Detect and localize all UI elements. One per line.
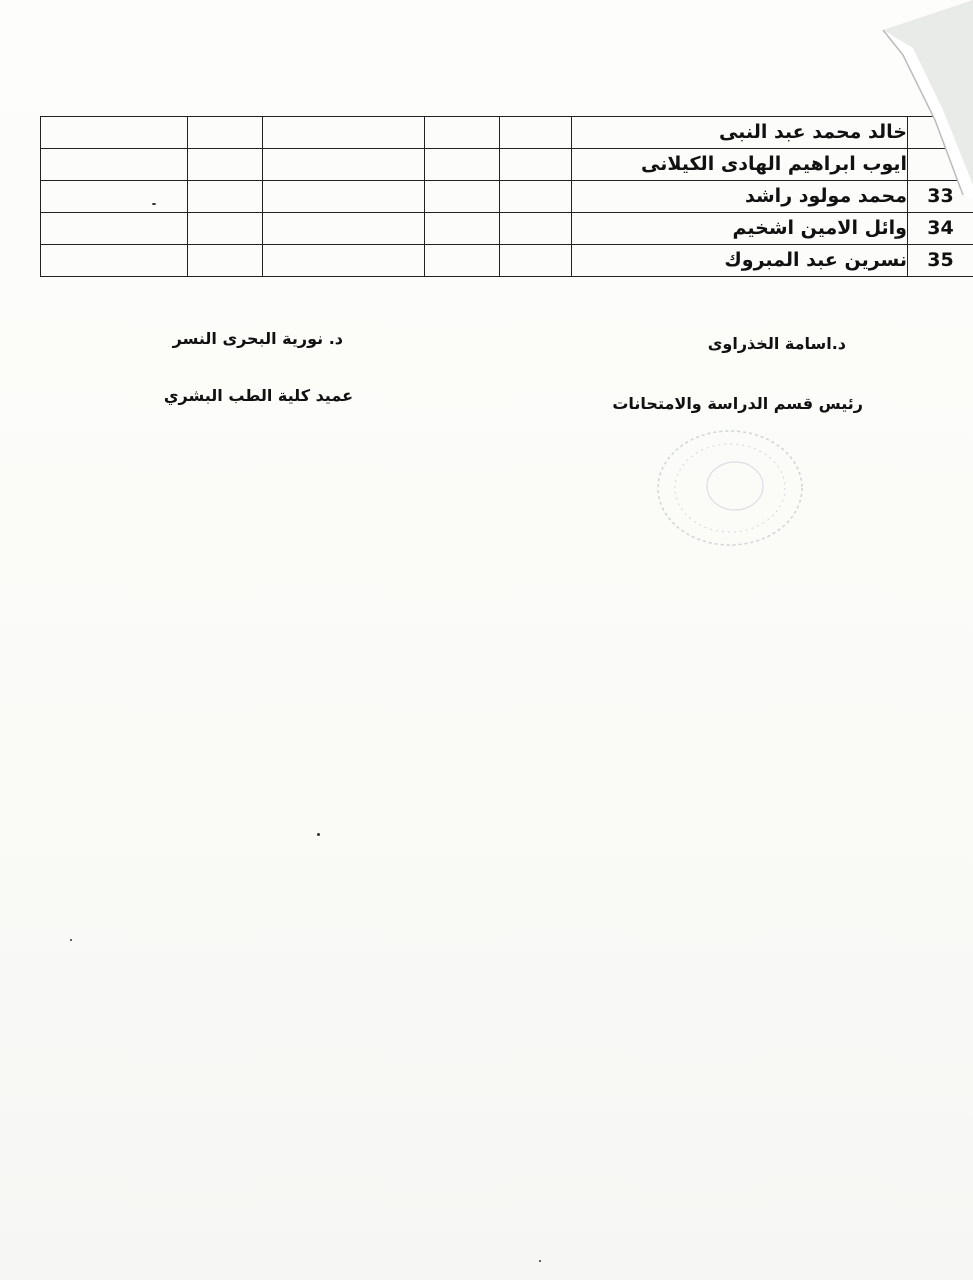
- empty-cell: [41, 149, 188, 181]
- student-name-cell: خالد محمد عبد النبى: [572, 117, 908, 149]
- empty-cell: [188, 149, 263, 181]
- empty-cell: [425, 149, 500, 181]
- table-row: [41, 117, 973, 149]
- empty-cell: [425, 213, 500, 245]
- student-table: [40, 116, 973, 277]
- empty-cell: [41, 117, 188, 149]
- signature-right-title: رئيس قسم الدراسة والامتحانات: [612, 394, 863, 413]
- table-row: [41, 181, 973, 213]
- empty-cell: [500, 245, 572, 277]
- empty-cell: [425, 117, 500, 149]
- faded-stamp: [655, 428, 805, 548]
- empty-cell: [41, 245, 188, 277]
- table-row: [41, 245, 973, 277]
- student-name-cell: نسرين عبد المبروك: [572, 245, 908, 277]
- student-name-cell: ايوب ابراهيم الهادى الكيلانى: [572, 149, 908, 181]
- empty-cell: [500, 181, 572, 213]
- empty-cell: [500, 149, 572, 181]
- empty-cell: [263, 213, 425, 245]
- table-row: [41, 149, 973, 181]
- empty-cell: [500, 213, 572, 245]
- row-number-cell: 34: [908, 213, 973, 245]
- empty-cell: [188, 213, 263, 245]
- speck: [539, 1260, 541, 1262]
- speck: [70, 939, 72, 941]
- empty-cell: [425, 181, 500, 213]
- speck: [152, 203, 156, 205]
- student-name-cell: وائل الامين اشخيم: [572, 213, 908, 245]
- student-name-cell: محمد مولود راشد: [572, 181, 908, 213]
- empty-cell: [41, 181, 188, 213]
- speck: [317, 833, 320, 836]
- empty-cell: [263, 149, 425, 181]
- signature-left-name: د. نورية البحرى النسر: [172, 329, 343, 348]
- empty-cell: [425, 245, 500, 277]
- empty-cell: [41, 213, 188, 245]
- signature-left-title: عميد كلية الطب البشري: [163, 386, 353, 405]
- empty-cell: [188, 117, 263, 149]
- empty-cell: [188, 245, 263, 277]
- folded-corner: [843, 0, 973, 200]
- empty-cell: [188, 181, 263, 213]
- empty-cell: [263, 181, 425, 213]
- empty-cell: [263, 117, 425, 149]
- empty-cell: [263, 245, 425, 277]
- row-number-cell: 33: [908, 181, 973, 213]
- row-number-cell: 35: [908, 245, 973, 277]
- table-row: [41, 213, 973, 245]
- signature-right-name: د.اسامة الخذراوى: [707, 334, 846, 353]
- empty-cell: [500, 117, 572, 149]
